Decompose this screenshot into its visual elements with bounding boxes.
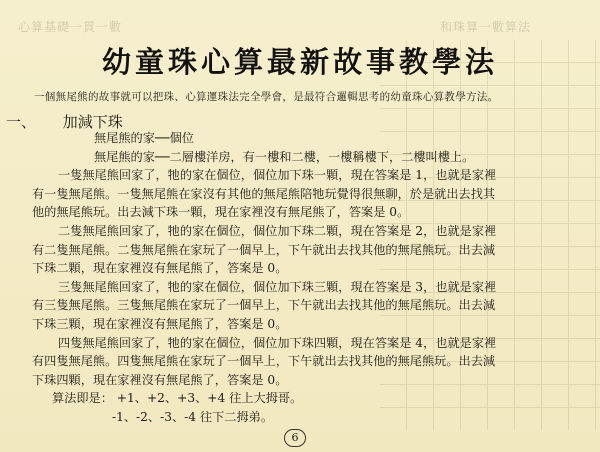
running-header-left: 心算基礎一貫一數 — [18, 20, 123, 34]
algorithm-line: 算法即是： +1、+2、+3、+4 往上大拇哥。 — [52, 391, 303, 406]
body-line: 二隻無尾熊回家了，牠的家在個位，個位加下珠二顆，現在答案是 2，也就是家裡 — [58, 223, 497, 238]
body-line: 一隻無尾熊回家了，牠的家在個位，個位加下珠一顆，現在答案是 1，也就是家裡 — [58, 168, 497, 183]
story-body — [32, 129, 592, 427]
page-title: 幼童珠心算最新故事教學法 — [101, 45, 498, 79]
body-line: 有三隻無尾熊。三隻無尾熊在家玩了一個早上，下午就出去找其他的無尾熊玩。出去減 — [32, 298, 496, 313]
body-line: 有二隻無尾熊。二隻無尾熊在家玩了一個早上，下午就出去找其他的無尾熊玩。出去減 — [32, 242, 496, 257]
body-line: 下珠四顆，現在家裡沒有無尾熊了，答案是 0。 — [32, 372, 288, 387]
body-line: 下珠三顆，現在家裡沒有無尾熊了，答案是 0。 — [32, 316, 288, 331]
running-header-right: 和珠算一數算法 — [440, 20, 532, 34]
body-line: 三隻無尾熊回家了，牠的家在個位，個位加下珠三顆，現在答案是 3，也就是家裡 — [58, 279, 497, 294]
page-number: 6 — [284, 429, 306, 447]
body-line: 他的無尾熊玩。出去減下珠一顆，現在家裡沒有無尾熊了，答案是 0。 — [32, 205, 410, 220]
intro-paragraph: 一個無尾熊的故事就可以把珠、心算運珠法完全學會，是最符合邏輯思考的幼童珠心算教學方法。 — [34, 91, 499, 103]
algorithm-line: -1、-2、-3、-4 往下二拇弟。 — [112, 409, 274, 424]
body-line: 下珠二顆，現在家裡沒有無尾熊了，答案是 0。 — [32, 261, 288, 276]
faded-running-header — [0, 12, 600, 42]
section-title: 加減下珠 — [62, 113, 123, 131]
body-line: 四隻無尾熊回家了，牠的家在個位，個位加下珠四顆，現在答案是 4，也就是家裡 — [58, 335, 497, 350]
body-line: 無尾熊的家──個位 — [94, 131, 194, 145]
body-line: 有一隻無尾熊。一隻無尾熊在家沒有其他的無尾熊陪牠玩覺得很無聊，於是就出去找其 — [32, 186, 496, 201]
body-line: 有四隻無尾熊。四隻無尾熊在家玩了一個早上，下午就出去找其他的無尾熊玩。出去減 — [32, 354, 496, 369]
section-number: 一、 — [6, 113, 37, 131]
body-line: 無尾熊的家──二層樓洋房，有一樓和二樓，一樓稱樓下，二樓叫樓上。 — [94, 149, 475, 164]
